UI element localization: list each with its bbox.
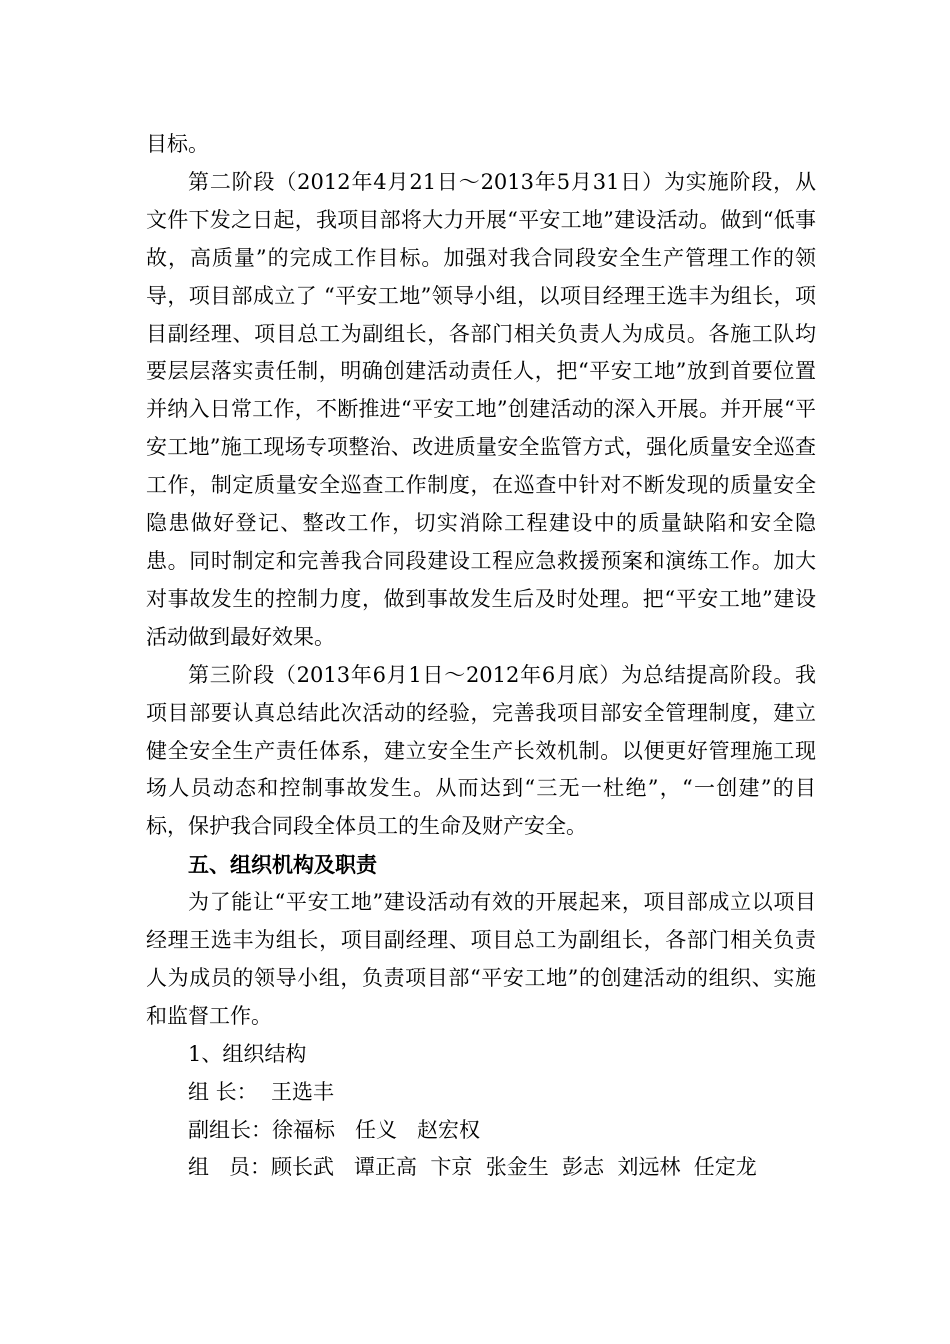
section-heading: 五、组织机构及职责 bbox=[188, 852, 377, 878]
paragraph-continuation: 目标。 bbox=[146, 132, 209, 156]
paragraph-stage-two: 第二阶段（2012年4月21日～2013年5月31日）为实施阶段，从文件下发之日起，我项目部将大力开展“平安工地”建设活动。做到“低事故，高质量”的完成工作目标。加强对我合同段安全生产管理工作的领导，项目部成立了 “平安工地”领导小组，以项目经理王选丰为组长，项目副经理、项目总工为副组长，各部门相关负责人为成员。各施工队均要层层落实责任制，明确创建活动责任人，把“平安工地”放到首要位置并纳入日常工作，不断推进“平安工地”创建活动的深入开展。并开展“平安工地”施工现场专项整治、改进质量安全监管方式，强化质量安全巡查工作，制定质量安全巡查工作制度，在巡查中针对不断发现的质量安全隐患做好登记、整改工作，切实消除工程建设中的质量缺陷和安全隐患。同时制定和完善我合同段建设工程应急救援预案和演练工作。加大对事故发生的控制力度，做到事故发生后及时处理。把“平安工地”建设活动做到最好效果。 bbox=[146, 169, 816, 649]
roster-deputy: 副组长：徐福标 任义 赵宏权 bbox=[188, 1117, 481, 1142]
roster-members: 组 员：顾长武 谭正高 卞京 张金生 彭志 刘远林 任定龙 bbox=[188, 1155, 757, 1180]
paragraph-organization: 为了能让“平安工地”建设活动有效的开展起来，项目部成立以项目经理王选丰为组长，项目副经理、项目总工为副组长，各部门相关负责人为成员的领导小组，负责项目部“平安工地”的创建活动的组织、实施和监督工作。 bbox=[146, 890, 816, 1028]
paragraph-stage-three: 第三阶段（2013年6月1日～2012年6月底）为总结提高阶段。我项目部要认真总结此次活动的经验，完善我项目部安全管理制度，建立健全安全生产责任体系，建立安全生产长效机制。以便更好管理施工现场人员动态和控制事故发生。从而达到“三无一杜绝”，“一创建”的目标，保护我合同段全体员工的生命及财产安全。 bbox=[146, 662, 816, 839]
document-body bbox=[146, 126, 816, 1187]
subheading-structure: 1、组织结构 bbox=[188, 1041, 307, 1066]
roster-leader: 组 长： 王选丰 bbox=[188, 1079, 335, 1104]
